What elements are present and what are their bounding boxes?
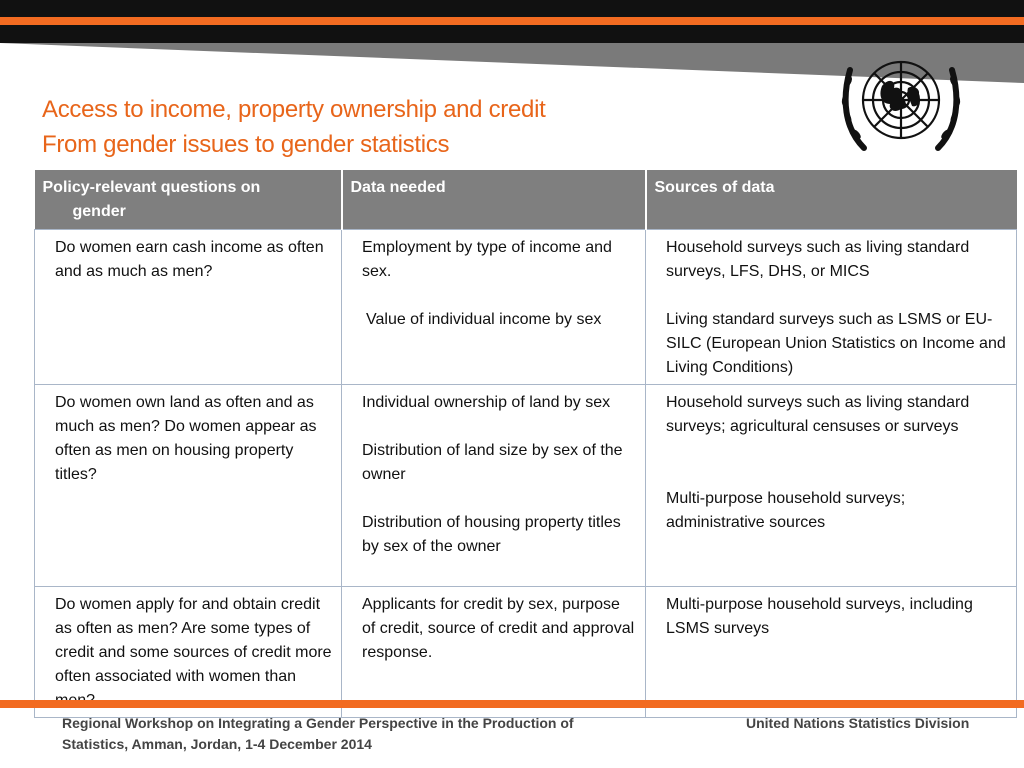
table-row	[35, 229, 1017, 384]
title-line-2: From gender issues to gender statistics	[42, 131, 450, 158]
header-sources-of-data: Sources of data	[646, 170, 1017, 229]
sources-cell: Household surveys such as living standard surveys; agricultural censuses or surveys Multi-purpose household surveys; administrative sources	[646, 384, 1017, 586]
header-policy-questions: Policy-relevant questions on gender	[35, 170, 342, 229]
top-black-bar	[0, 0, 1024, 17]
table-header-row	[35, 170, 1017, 229]
sources-cell: Household surveys such as living standard surveys, LFS, DHS, or MICS Living standard surveys such as LSMS or EU-SILC (European Union Statistics on Income and Living Conditions)	[646, 229, 1017, 384]
question-cell: Do women apply for and obtain credit as often as men? Are some types of credit and some sources of credit more often associated with women than	[35, 586, 342, 717]
footer-organization: United Nations Statistics Division	[746, 715, 970, 731]
footer-workshop: Regional Workshop on Integrating a Gender Perspective in the Production of Statistics, Amman, Jordan, 1-4 December 2014	[62, 715, 574, 752]
data-needed-cell: Individual ownership of land by sex Distribution of land size by sex of the owner Distribution of housing property titles by sex of the owner	[342, 384, 646, 586]
header-data-needed: Data needed	[342, 170, 646, 229]
title-line-1: Access to income, property ownership and credit	[42, 96, 546, 123]
question-cell: Do women earn cash income as often and as much as men?	[35, 229, 342, 384]
table-row	[35, 586, 1017, 717]
un-emblem-icon	[834, 48, 968, 162]
question-cell: Do women own land as often and as much as men? Do women appear as often as men on housing property titles?	[35, 384, 342, 586]
data-needed-cell: Employment by type of income and sex. Value of individual income by sex	[342, 229, 646, 384]
slide-title	[42, 92, 545, 162]
top-black-bar-lower	[0, 25, 1024, 43]
sources-cell: Multi-purpose household surveys, including LSMS surveys	[646, 586, 1017, 717]
bottom-orange-bar	[0, 700, 1024, 708]
data-needed-cell: Applicants for credit by sex, purpose of credit, source of credit and approval response.	[342, 586, 646, 717]
table-row	[35, 384, 1017, 586]
top-orange-bar	[0, 17, 1024, 25]
data-table	[34, 170, 1017, 718]
